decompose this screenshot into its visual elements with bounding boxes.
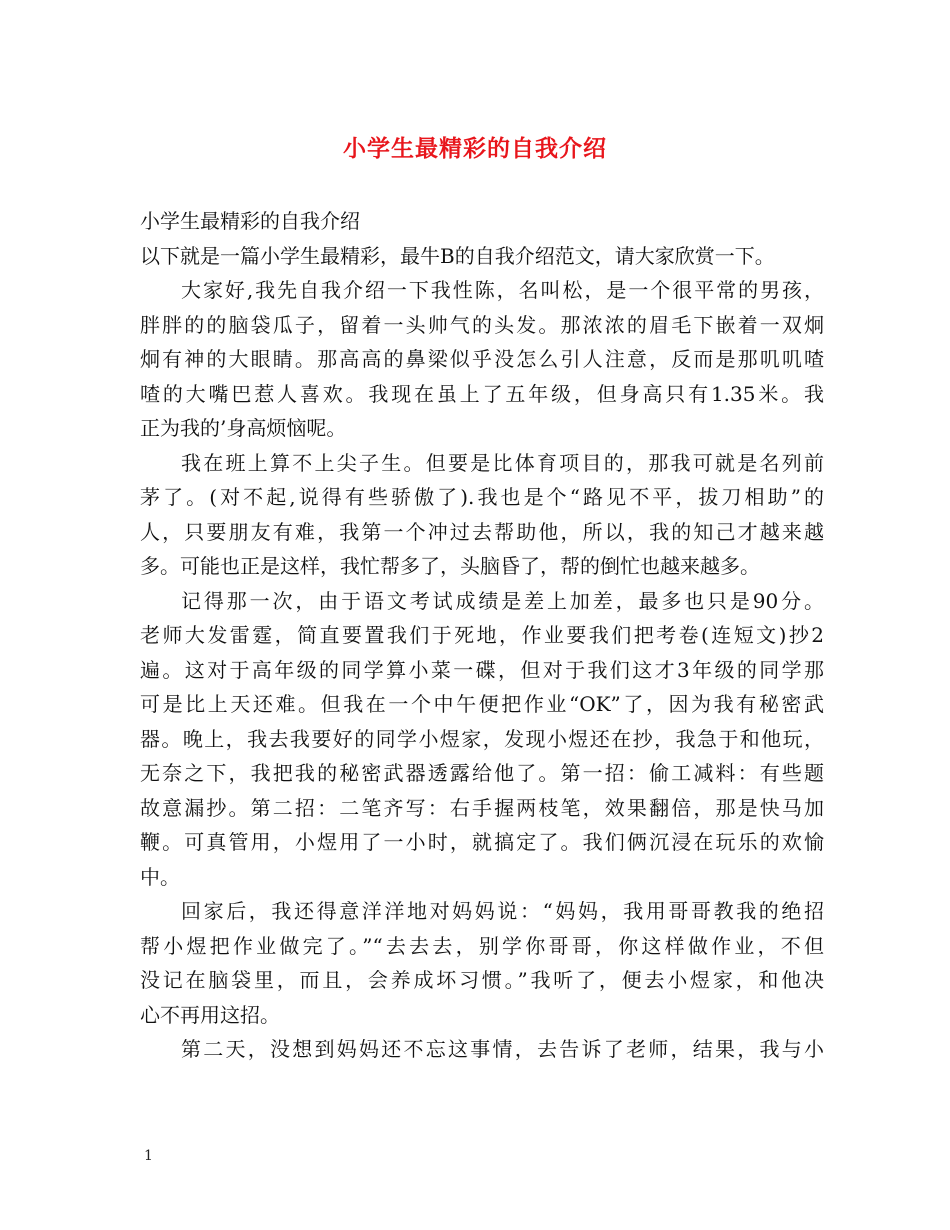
text-line: 记得那一次，由于语文考试成绩是差上加差，最多也只是90分。	[181, 588, 824, 613]
text-line: 遍。这对于高年级的同学算小菜一碟，但对于我们这才3年级的同学那	[140, 657, 824, 682]
text-line: 正为我的’身高烦恼呢。	[140, 416, 347, 440]
text-line: 大家好,我先自我介绍一下我性陈，名叫松，是一个很平常的男孩，	[181, 278, 824, 302]
text-line: 以下就是一篇小学生最精彩，最牛B的自我介绍范文，请大家欣赏一下。	[140, 243, 775, 268]
text-line: 故意漏抄。第二招：二笔齐写：右手握两枝笔，效果翻倍，那是快马加	[140, 795, 824, 820]
text-line: 茅了。(对不起,说得有些骄傲了).我也是个“路见不平，拔刀相助”的	[140, 485, 824, 509]
text-line: 无奈之下，我把我的秘密武器透露给他了。第一招：偷工减料：有些题	[140, 761, 824, 785]
document-body	[140, 204, 824, 1067]
text-line: 器。晚上，我去我要好的同学小煜家，发现小煜还在抄，我急于和他玩，	[140, 726, 824, 751]
text-line: 小学生最精彩的自我介绍	[140, 209, 360, 233]
text-line: 炯有神的大眼睛。那高高的鼻梁似乎没怎么引人注意，反而是那叽叽喳	[140, 347, 824, 371]
text-line: 可是比上天还难。但我在一个中午便把作业“OK”了，因为我有秘密武	[140, 692, 824, 716]
text-line: 中。	[140, 864, 180, 889]
page-number: 1	[144, 1148, 153, 1164]
text-line: 回家后，我还得意洋洋地对妈妈说：“妈妈，我用哥哥教我的绝招	[181, 899, 824, 923]
text-line: 没记在脑袋里，而且，会养成坏习惯。”我听了，便去小煜家，和他决	[140, 968, 824, 992]
text-line: 心不再用这招。	[140, 1002, 280, 1027]
text-line: 多。可能也正是这样，我忙帮多了，头脑昏了，帮的倒忙也越来越多。	[140, 554, 760, 578]
text-line: 老师大发雷霆，简直要置我们于死地，作业要我们把考卷(连短文)抄2	[140, 623, 824, 647]
text-line: 鞭。可真管用，小煜用了一小时，就搞定了。我们俩沉浸在玩乐的欢愉	[140, 830, 824, 854]
text-line: 帮小煜把作业做完了。”“去去去，别学你哥哥，你这样做作业，不但	[140, 933, 824, 958]
document-title: 小学生最精彩的自我介绍	[343, 135, 607, 162]
text-line: 胖胖的的脑袋瓜子，留着一头帅气的头发。那浓浓的眉毛下嵌着一双炯	[140, 312, 824, 337]
text-line: 人，只要朋友有难，我第一个冲过去帮助他，所以，我的知己才越来越	[140, 519, 824, 544]
text-line: 第二天，没想到妈妈还不忘这事情，去告诉了老师，结果，我与小	[181, 1037, 824, 1061]
text-line: 我在班上算不上尖子生。但要是比体育项目的，那我可就是名列前	[181, 450, 824, 475]
text-line: 喳的大嘴巴惹人喜欢。我现在虽上了五年级，但身高只有1.35米。我	[140, 381, 824, 406]
